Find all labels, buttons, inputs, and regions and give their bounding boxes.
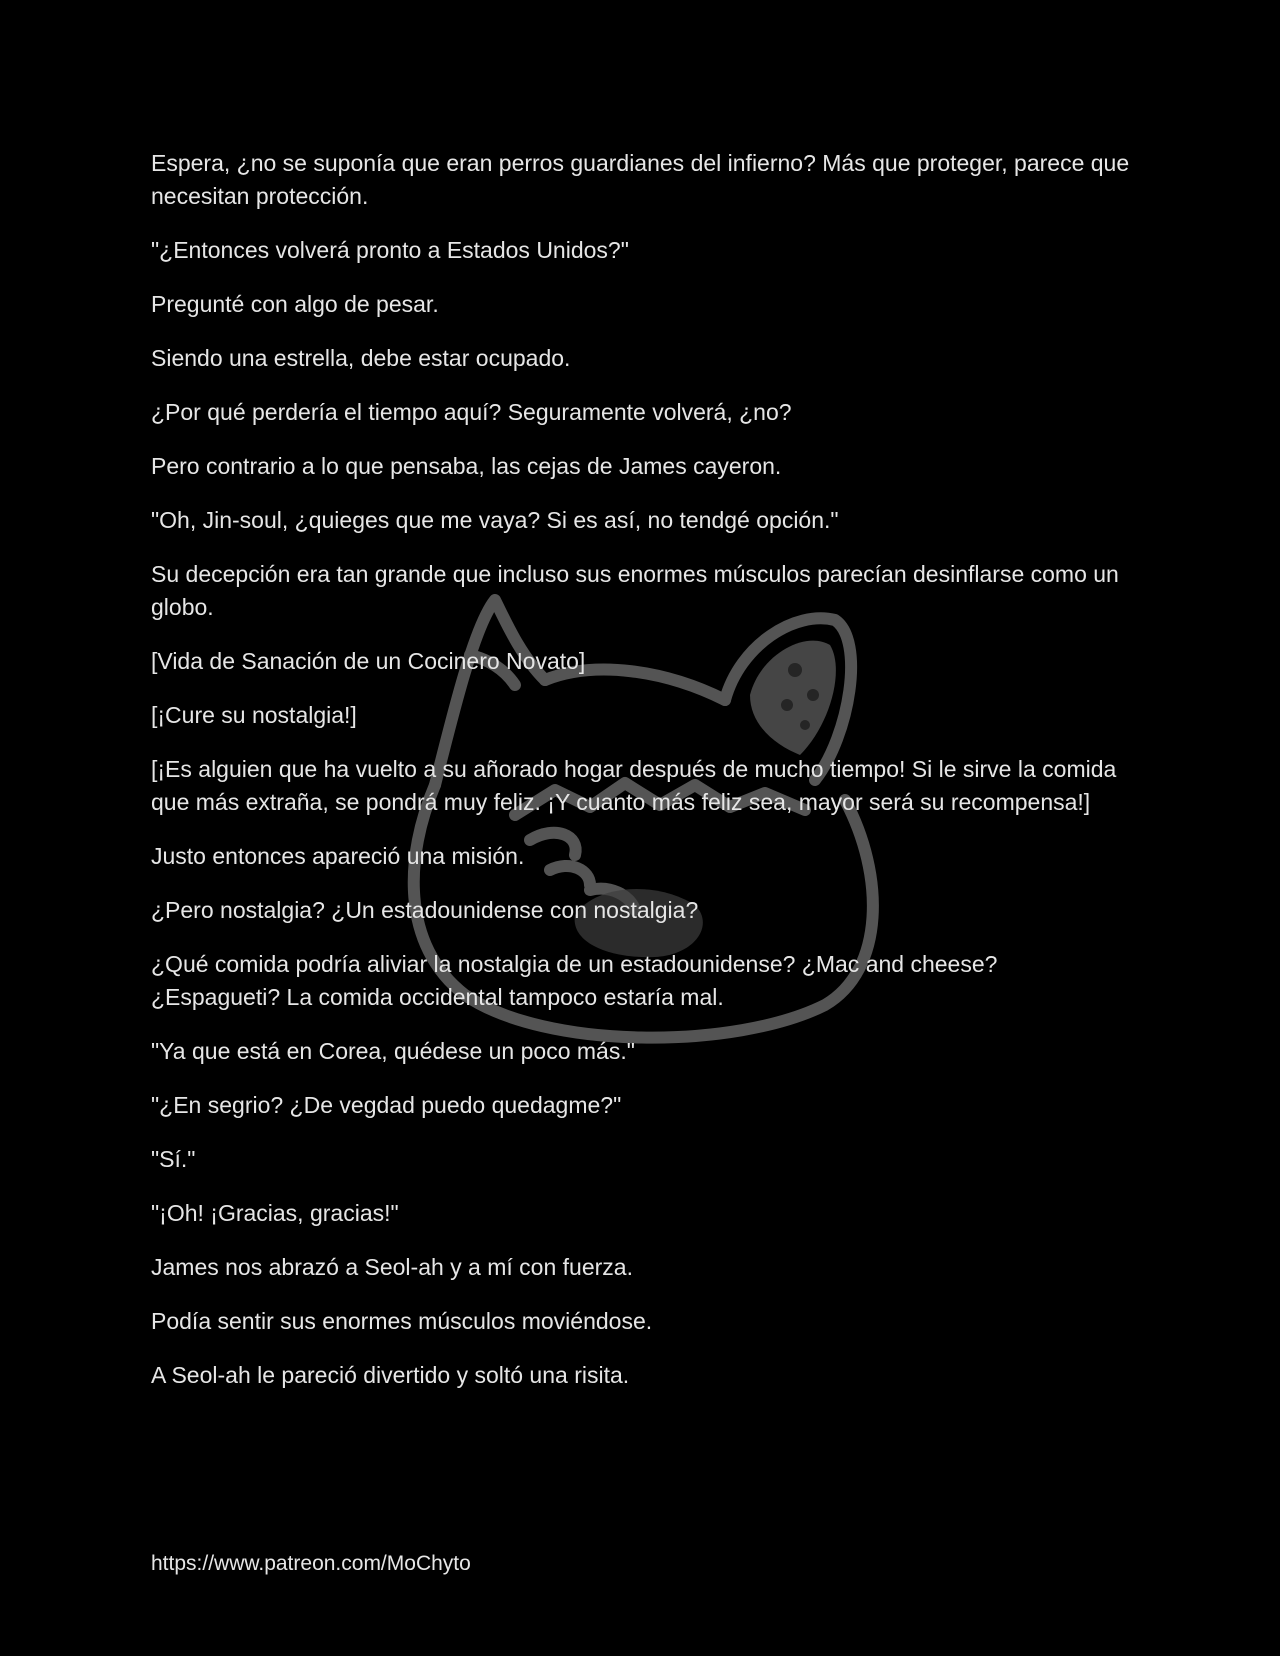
paragraph: James nos abrazó a Seol-ah y a mí con fuerza. bbox=[151, 1254, 633, 1280]
paragraph: ¿Qué comida podría aliviar la nostalgia de un estadounidense? ¿Mac and cheese? ¿Espagueti? La comida occidental tampoco estaría mal. bbox=[151, 951, 998, 1010]
paragraph: "¿Entonces volverá pronto a Estados Unidos?" bbox=[151, 237, 629, 263]
patreon-link[interactable]: https://www.patreon.com/MoChyto bbox=[151, 1552, 471, 1575]
paragraph: Justo entonces apareció una misión. bbox=[151, 843, 525, 869]
paragraph: A Seol-ah le pareció divertido y soltó una risita. bbox=[151, 1362, 630, 1388]
paragraph: "¡Oh! ¡Gracias, gracias!" bbox=[151, 1200, 399, 1226]
paragraph: "Sí." bbox=[151, 1146, 196, 1172]
system-quest-title: [¡Cure su nostalgia!] bbox=[151, 702, 357, 728]
paragraph: Su decepción era tan grande que incluso sus enormes músculos parecían desinflarse como un globo. bbox=[151, 561, 1119, 620]
paragraph: ¿Pero nostalgia? ¿Un estadounidense con nostalgia? bbox=[151, 897, 699, 923]
system-window-title: [Vida de Sanación de un Cocinero Novato] bbox=[151, 648, 586, 674]
paragraph: ¿Por qué perdería el tiempo aquí? Seguramente volverá, ¿no? bbox=[151, 399, 792, 425]
story-text bbox=[151, 147, 1131, 1413]
paragraph: "¿En segrio? ¿De vegdad puedo quedagme?" bbox=[151, 1092, 622, 1118]
paragraph: Podía sentir sus enormes músculos moviéndose. bbox=[151, 1308, 653, 1334]
paragraph: "Oh, Jin-soul, ¿quieges que me vaya? Si es así, no tendgé opción." bbox=[151, 507, 839, 533]
paragraph: "Ya que está en Corea, quédese un poco más." bbox=[151, 1038, 635, 1064]
paragraph: Siendo una estrella, debe estar ocupado. bbox=[151, 345, 571, 371]
paragraph: Espera, ¿no se suponía que eran perros guardianes del infierno? Más que proteger, parece que necesitan protección. bbox=[151, 150, 1130, 209]
paragraph: Pero contrario a lo que pensaba, las cejas de James cayeron. bbox=[151, 453, 782, 479]
system-quest-description: [¡Es alguien que ha vuelto a su añorado hogar después de mucho tiempo! Si le sirve la comida que más extraña, se pondrá muy feliz. ¡Y cuanto más feliz sea, mayor será su recompensa!] bbox=[151, 756, 1117, 815]
paragraph: Pregunté con algo de pesar. bbox=[151, 291, 439, 317]
